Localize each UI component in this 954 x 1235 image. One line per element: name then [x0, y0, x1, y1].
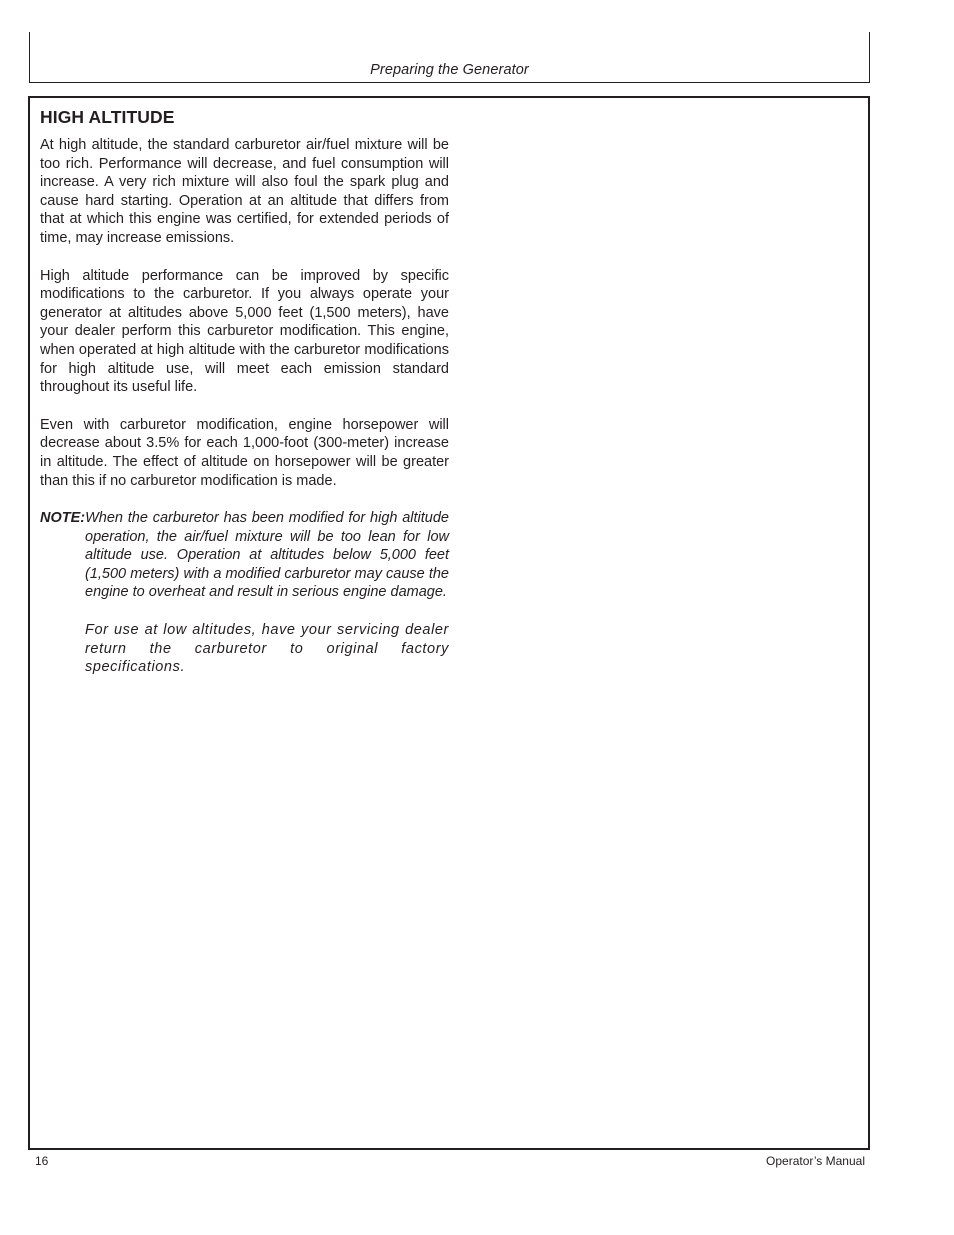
note-label: NOTE:: [40, 510, 86, 527]
text-column: [40, 106, 449, 677]
content-frame: [28, 96, 870, 1150]
note-text: When the carburetor has been modified for high altitude operation, the air/fuel mixture will be too lean for low altitude use. Operation at altitudes below 5,000 feet (1,500 meters) with a modified carburetor may cause the engine to overheat and result in serious engine damage.: [85, 510, 449, 601]
paragraph-2: High altitude performance can be improved by specific modifications to the carburetor. If you always operate your generator at altitudes above 5,000 feet (1,500 meters), have your dealer perform this carburetor modification. This engine, when operated at high altitude with the carburetor modifications for high altitude use, will meet each emission standard throughout its useful life.: [40, 267, 449, 396]
manual-title: Operator’s Manual: [766, 1154, 865, 1168]
page-number: 16: [35, 1154, 49, 1168]
note-followup: For use at low altitudes, have your servicing dealer return the carburetor to original factory specifications.: [85, 622, 449, 676]
page-header: [29, 32, 870, 83]
paragraph-3: Even with carburetor modification, engine horsepower will decrease about 3.5% for each 1,000-foot (300-meter) increase in altitude. The effect of altitude on horsepower will be greater than this if no carburetor modification is made.: [40, 416, 449, 489]
section-heading: HIGH ALTITUDE: [40, 107, 175, 127]
header-section-title: Preparing the Generator: [370, 62, 529, 78]
paragraph-1: At high altitude, the standard carburetor air/fuel mixture will be too rich. Performance will decrease, and fuel consumption will increase. A very rich mixture will also foul the spark plug and cause hard starting. Operation at an altitude that differs from that at which this engine was certified, for extended periods of time, may increase emissions.: [40, 137, 449, 246]
note-block: [40, 509, 449, 602]
